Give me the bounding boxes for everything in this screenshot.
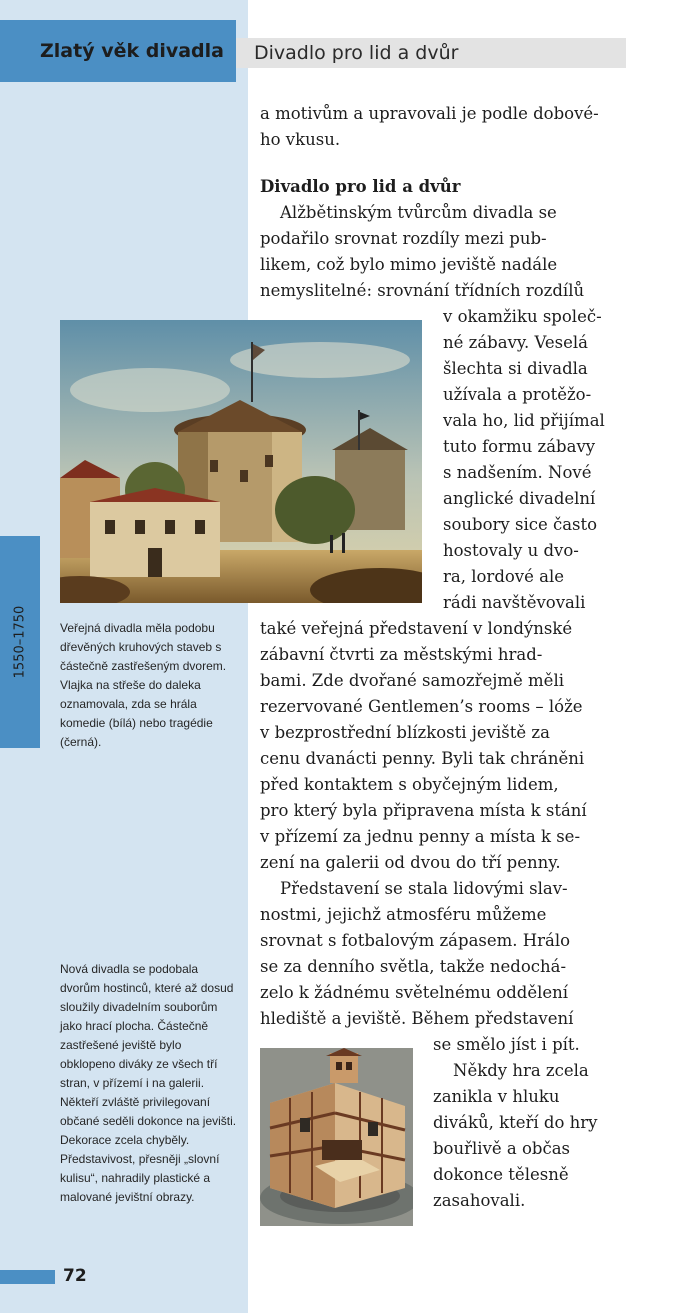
body-line: Představení se stala lidovými slav- — [280, 879, 568, 898]
body-line: v bezprostřední blízkosti jeviště za — [260, 723, 550, 742]
body-line: také veřejná představení v londýnské — [260, 619, 573, 638]
body-line: zení na galerii od dvou do tří penny. — [260, 853, 561, 872]
theatre-model-photo — [260, 1048, 413, 1226]
body-line: se smělo jíst i pít. — [433, 1035, 580, 1054]
page-number: 72 — [63, 1266, 87, 1286]
body-line: soubory sice často — [443, 515, 598, 534]
body-line: dokonce tělesně — [433, 1165, 569, 1184]
body-line: diváků, kteří do hry — [433, 1113, 598, 1132]
section-title: Divadlo pro lid a dvůr — [236, 38, 626, 68]
body-line: hostovaly u dvo- — [443, 541, 579, 560]
image-caption-theatre: Veřejná divadla měla podobu dřevěných kruhových staveb s částečně zastřešeným dvorem. Vlajka na střeše do daleka oznamovala, zda se hrála komedie (bílá) nebo tragédie (černá). — [60, 621, 227, 749]
body-line: rezervované Gentlemen’s rooms – lóže — [260, 697, 583, 716]
body-line: zábavní čtvrti za městskými hrad- — [260, 645, 543, 664]
body-line: anglické divadelní — [443, 489, 596, 508]
body-line: zasahovali. — [433, 1191, 526, 1210]
body-line: bouřlivě a občas — [433, 1139, 571, 1158]
body-line: zelo k žádnému světelnému oddělení — [260, 983, 569, 1002]
body-line: v okamžiku společ- — [443, 307, 602, 326]
body-line: se za denního světla, takže nedochá- — [260, 957, 567, 976]
body-line: užívala a protěžo- — [443, 385, 592, 404]
body-line: bami. Zde dvořané samozřejmě měli — [260, 671, 564, 690]
body-line: nostmi, jejichž atmosféru můžeme — [260, 905, 547, 924]
body-line: Někdy hra zcela — [453, 1061, 589, 1080]
body-line: tuto formu zábavy — [443, 437, 596, 456]
body-line: s nadšením. Nové — [443, 463, 592, 482]
body-line: hlediště a jeviště. Během představení — [260, 1009, 574, 1028]
body-line: cenu dvanácti penny. Byli tak chráněni — [260, 749, 585, 768]
body-line: před kontaktem s obyčejným lidem, — [260, 775, 559, 794]
body-line: nemyslitelné: srovnání třídních rozdílů — [260, 281, 585, 300]
page-number-strip — [0, 1270, 55, 1284]
body-line: vala ho, lid přijímal — [443, 411, 605, 430]
subheading: Divadlo pro lid a dvůr — [260, 177, 461, 196]
era-label: 1550–1750 — [12, 605, 28, 679]
body-line: né zábavy. Veselá — [443, 333, 589, 352]
chapter-title: Zlatý věk divadla — [0, 20, 236, 82]
image-caption-model: Nová divadla se podobala dvorům hostinců, které až dosud sloužily divadelním souborům jako hrací plocha. Částečně zastřešené jeviště bylo obklopeno diváky ze všech tří stran, v přízemí i na galerii. Někteří zvláště privilegovaní občané seděli dokonce na jevišti. Dekorace zcela chyběly. Představivost, přesněji „slovní kulisu“, nahradily plastické a malované jevištní obrazy. — [60, 962, 237, 1204]
body-line: šlechta si divadla — [443, 359, 588, 378]
body-line: Alžbětinským tvůrcům divadla se — [280, 203, 557, 222]
theatre-painting — [60, 320, 422, 603]
body-line: podařilo srovnat rozdíly mezi pub- — [260, 229, 547, 248]
body-line: zanikla v hluku — [433, 1087, 560, 1106]
body-line: pro který byla připravena místa k stání — [260, 801, 587, 820]
body-line: rádi navštěvovali — [443, 593, 586, 612]
body-line: a motivům a upravovali je podle dobové- — [260, 104, 599, 123]
body-line: v přízemí za jednu penny a místa k se- — [260, 827, 581, 846]
body-line: ho vkusu. — [260, 130, 341, 149]
body-line: likem, což bylo mimo jeviště nadále — [260, 255, 558, 274]
body-line: srovnat s fotbalovým zápasem. Hrálo — [260, 931, 571, 950]
body-line: ra, lordové ale — [443, 567, 565, 586]
